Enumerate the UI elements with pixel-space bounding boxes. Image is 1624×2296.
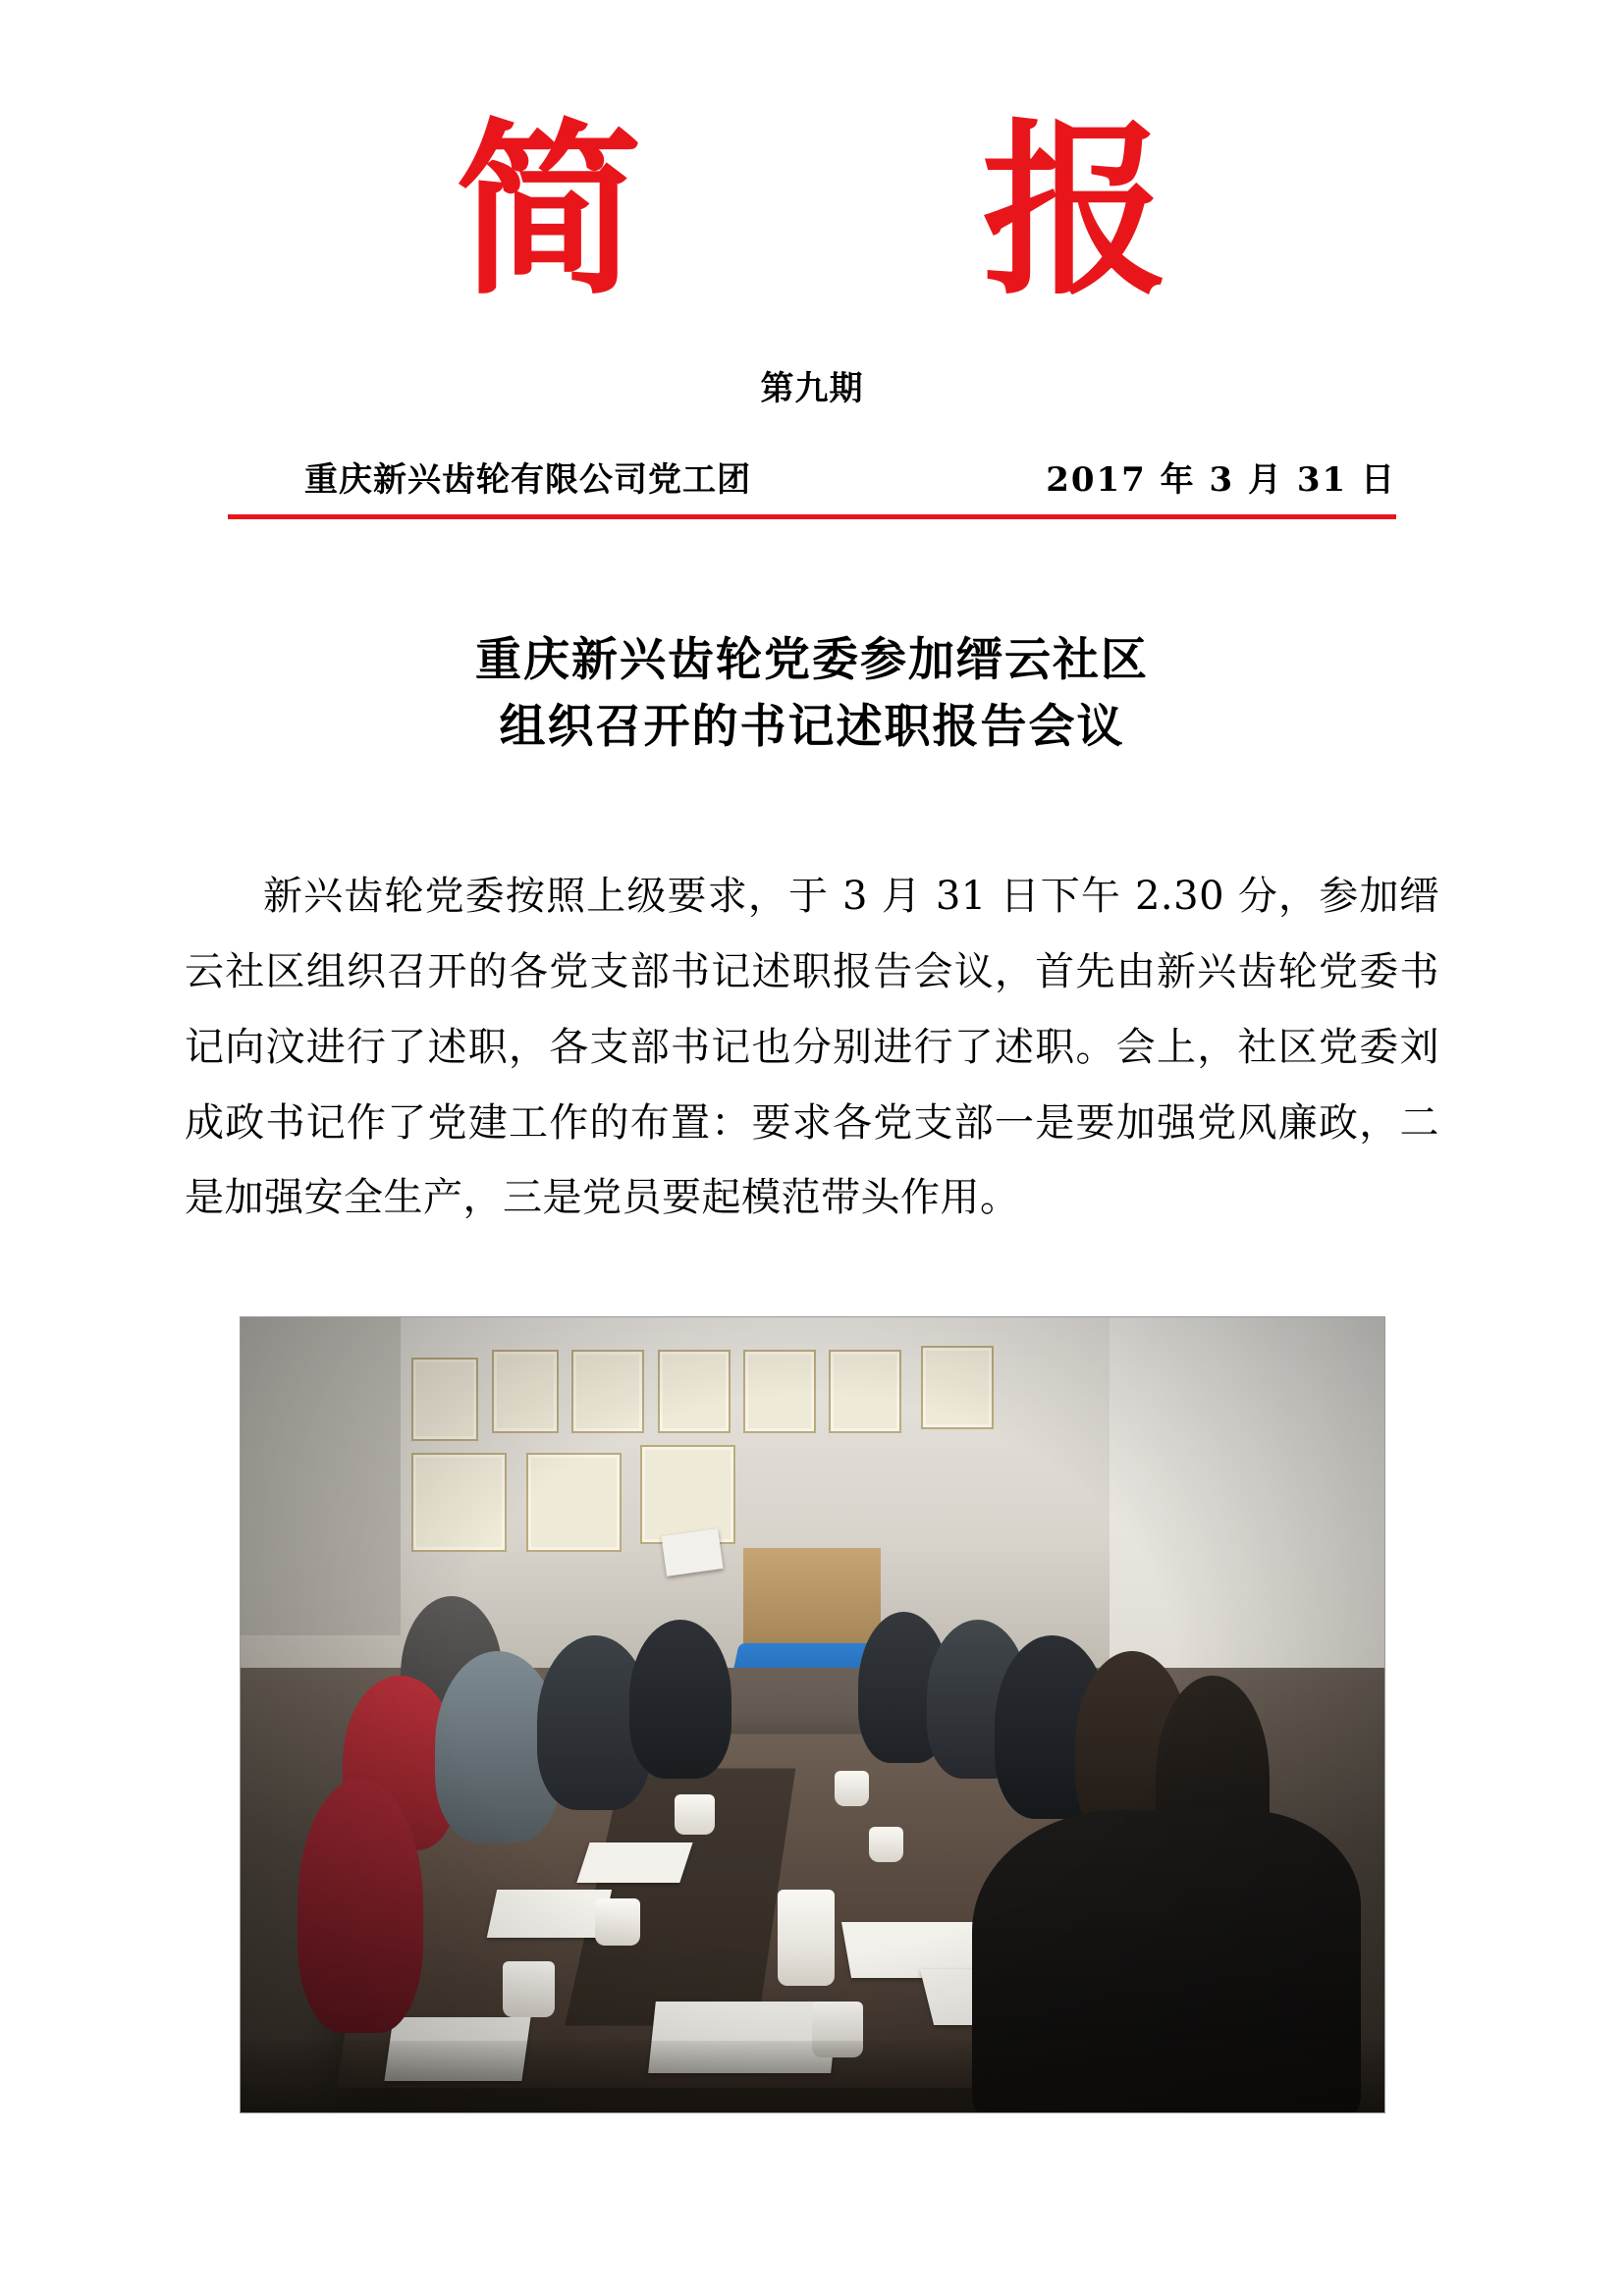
masthead-title: 简 报 — [455, 101, 1307, 320]
organization-name: 重庆新兴齿轮有限公司党工团 — [304, 460, 751, 500]
meeting-photo — [240, 1316, 1385, 2113]
red-divider-rule — [228, 514, 1396, 519]
page-title — [167, 627, 1457, 761]
body-paragraph: 新兴齿轮党委按照上级要求，于 3 月 31 日下午 2.30 分，参加缙云社区组织召开的各党支部书记述职报告会议，首先由新兴齿轮党委书记向汶进行了述职，各支部书记也分别进行了述职。会上，社区党委刘成政书记作了党建工作的布置：要求各党支部一是要加强党风廉政，二是加强安全生产，三是党员要起模范带头作用。 — [185, 874, 1439, 1221]
issue-number: 第九期 — [760, 369, 864, 408]
publish-date: 2017 年 3 月 31 日 — [1046, 460, 1396, 500]
headline-line-1: 重庆新兴齿轮党委参加缙云社区 — [475, 633, 1149, 687]
masthead-meta — [167, 453, 1457, 501]
headline-line-2: 组织召开的书记述职报告会议 — [499, 700, 1125, 755]
photo-vignette — [241, 1317, 1384, 2112]
photo-container — [167, 1316, 1457, 2113]
